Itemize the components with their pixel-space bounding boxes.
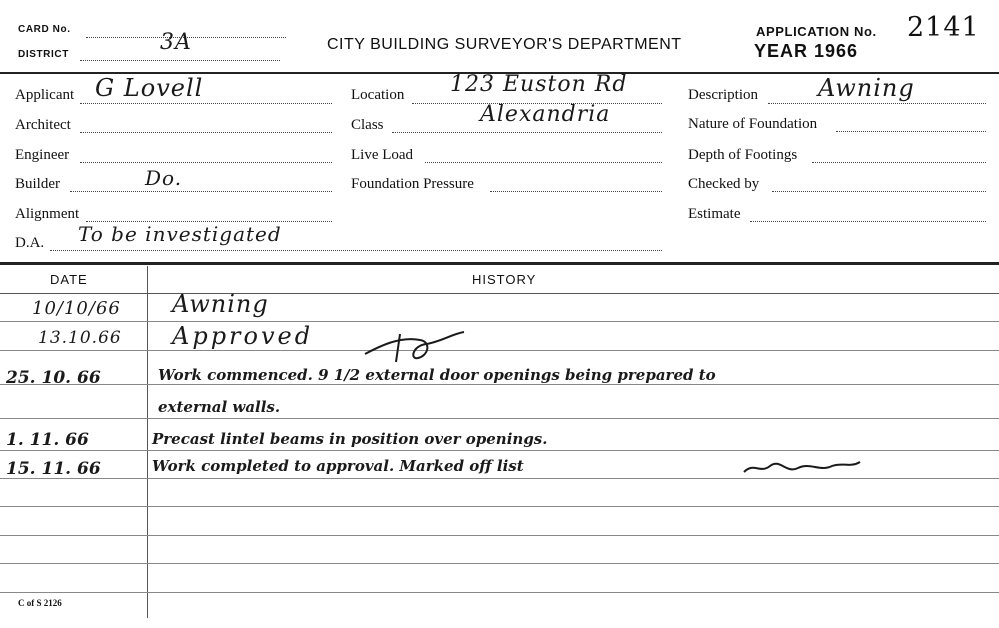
checked-line <box>772 191 986 192</box>
builder-line <box>70 191 332 192</box>
live-load-line <box>425 162 662 163</box>
history-text: Precast lintel beams in position over openings. <box>152 430 548 448</box>
ruled-line <box>0 350 999 351</box>
history-date: 13.10.66 <box>38 328 122 348</box>
history-header-divider <box>0 293 999 294</box>
ruled-line <box>0 563 999 564</box>
history-header: HISTORY <box>472 272 537 287</box>
district-line <box>80 60 280 61</box>
history-date: 15. 11. 66 <box>6 459 101 479</box>
description-value: Awning <box>818 74 915 102</box>
da-line <box>50 250 662 251</box>
ruled-line <box>0 592 999 593</box>
card-no-label: CARD No. <box>18 24 71 35</box>
depth-line <box>812 162 986 163</box>
history-text: Work completed to approval. Marked off list <box>152 457 524 475</box>
applicant-label: Applicant <box>15 87 75 103</box>
form-code: C of S 2126 <box>18 598 62 608</box>
history-text: Awning <box>172 290 269 318</box>
applicant-value: G Lovell <box>95 74 204 102</box>
history-date: 1. 11. 66 <box>6 430 89 450</box>
applicant-line <box>80 103 332 104</box>
description-label: Description <box>688 87 758 103</box>
foundation-pressure-label: Foundation Pressure <box>351 176 474 192</box>
date-header: DATE <box>50 272 88 287</box>
ruled-line <box>0 384 999 385</box>
ruled-line <box>0 535 999 536</box>
ruled-line <box>0 418 999 419</box>
ruled-line <box>0 450 999 451</box>
architect-line <box>80 132 332 133</box>
location-value: 123 Euston Rd <box>450 72 628 97</box>
da-value: To be investigated <box>78 222 282 246</box>
class-value: Alexandria <box>480 102 611 127</box>
builder-value: Do. <box>145 166 183 190</box>
builder-label: Builder <box>15 176 60 192</box>
district-label: DISTRICT <box>18 49 69 60</box>
estimate-line <box>750 221 986 222</box>
live-load-label: Live Load <box>351 147 414 163</box>
architect-label: Architect <box>15 117 71 133</box>
year-label: YEAR 1966 <box>754 41 859 61</box>
history-text: Approved <box>172 322 314 350</box>
department-title: CITY BUILDING SURVEYOR'S DEPARTMENT <box>327 36 682 53</box>
alignment-label: Alignment <box>15 206 80 222</box>
history-text: external walls. <box>158 398 281 416</box>
history-date: 10/10/66 <box>32 298 121 319</box>
depth-label: Depth of Footings <box>688 147 798 163</box>
description-line <box>768 103 986 104</box>
application-number: 2141 <box>907 12 980 43</box>
location-label: Location <box>351 87 405 103</box>
nature-line <box>836 131 986 132</box>
history-text: Work commenced. 9 1/2 external door openings being prepared to <box>158 366 716 384</box>
engineer-label: Engineer <box>15 147 70 163</box>
district-value: 3A <box>160 30 192 55</box>
date-column-divider <box>147 266 148 618</box>
class-line <box>392 132 662 133</box>
history-date: 25. 10. 66 <box>6 368 101 388</box>
da-label: D.A. <box>15 235 45 251</box>
foundation-pressure-line <box>490 191 662 192</box>
history-top-divider <box>0 262 999 265</box>
class-label: Class <box>351 117 384 133</box>
engineer-line <box>80 162 332 163</box>
ruled-line <box>0 506 999 507</box>
checked-label: Checked by <box>688 176 760 192</box>
application-no-label: APPLICATION No. <box>756 24 877 39</box>
nature-label: Nature of Foundation <box>688 116 818 132</box>
ruled-line <box>0 321 999 322</box>
estimate-label: Estimate <box>688 206 741 222</box>
inspector-signature <box>740 454 865 480</box>
approval-signature <box>360 326 470 366</box>
